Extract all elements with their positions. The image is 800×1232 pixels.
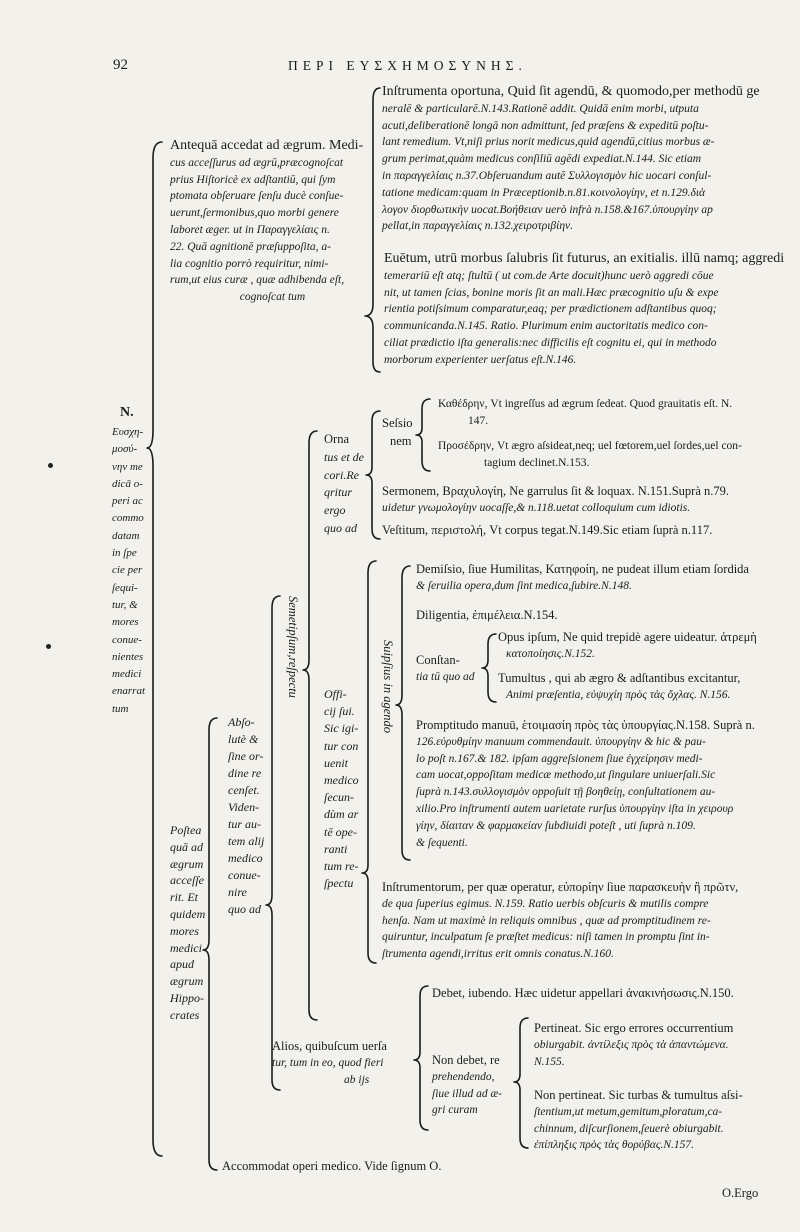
instrumentorum-item: Inſtrumentorum, per quæ operatur, εὐπορίην ſiue παρασκευὴν ἢ πρῶτν, de qua ſuperius egimus. N.159. Ratio uerbis obſcuris & mutilis compre henſa. Nam ut maximè in reliquis omnibus , quæ ad promptitudinem re- quiruntur, inculpatum ſe præſtet medicus: niſi tamen in promptu ſint in- ſtrumenta agendi,irritus erit omnis conatus.N.160. [382, 880, 739, 961]
non-debet-block: Non debet, re prehendendo, ſiue illud ad æ- gri curam [432, 1053, 502, 1117]
instrumenta-block: Inſtrumenta oportuna, Quid ſit agendū, & quomodo,per methodū ge neralē & particularē.N.143.Rationē addit. Quidā enim morbi, utputa acuti,deliberationē longā non admittunt, ſed præſens & expeditū poſtu- lant remedium. Vt,niſi prius norit medicus,quid agendū,citius morbus æ- grum perimat,quàm medicus conſiliū agēdi expediat.N.144. Sic etiam in παραγγελίαις n.37.Obſeruandum autē Συλλογισμὸν hic uocari conſul- tatione medicam:quam in Præceptionib.n.81.κοινολογίην, et n.129.διὰ λογον διορθωτικὴν uocat.Βοήθειαν uerò infrà n.158.&167.ὑπουργίην ap pellat,in παραγγελίαις n.132.χειροτριβίην. [382, 84, 760, 233]
margin-dot [48, 463, 53, 468]
absolute-block: Abſo- lutè & ſine or- dine re cenſet. Viden- tur au- tem alij medico conue- nire quo ad [228, 715, 265, 916]
alios-block: Alios, quibuſcum uerſa tur, tum in eo, quod fieri ab ijs [272, 1039, 387, 1086]
officij-block: Offi- cij ſui. Sic igi- tur con uenit medico ſecun- dùm ar tē ope- ranti tum re- ſpectu [324, 687, 359, 891]
antequam-brace [368, 82, 382, 378]
sermonem-item: Sermonem, Βραχυλογίη, Ne garrulus ſit & loquax. N.151.Suprà n.79. uidetur γνωμολογίην uocaſſe,& n.118.uetat colloquium cum idiotis. [382, 484, 730, 514]
postea-brace [205, 710, 219, 1175]
officij-brace [364, 555, 378, 975]
demissio-item: Demiſsio, ſiue Humilitas, Κατηφοίη, ne pudeat illum etiam ſordida & ſeruilia opera,dum ſint medica,ſubire.N.148. [416, 562, 749, 592]
running-title: ΠΕΡΙ ΕΥΣΧΗΜΟΣΥΝΗΣ. [288, 58, 527, 73]
sessio-block: Seſsio nem [382, 416, 413, 448]
postea-block: Poſtea quā ad ægrum acceſſe rit. Et quidem mores medici apud ægrum Hippo- crates [170, 823, 206, 1022]
euentum-block: Euētum, utrū morbus ſalubris ſit futurus, an exitialis. illū namq; aggredi temerariū eſt atq; ſtultū ( ut com.de Arte docuit)hunc uerò aggredi cōue nit, ut tamen ſcias, bonine moris ſit an mali.Hæc præcognitio uſu & expe rientia potiſsimum comparatur,eaq; per prædictionem adſtantibus quoq; communicanda.N.145. Ratio. Plurimum enim auctoritatis medico con- ciliat prædictio iſta generalis:nec difficilis eſt cognitu ei, qui in methodo morborum experienter uerſatus eſt.N.146. [384, 251, 785, 366]
sessio-brace [418, 393, 432, 479]
opus-item: Opus ipſum, Ne quid trepidè agere uideatur. ἀτρεμὴ κατοποίησις.N.152. [498, 630, 757, 660]
vestitum-item: Veſtitum, περιστολή, Vt corpus tegat.N.149.Sic etiam ſuprà n.117. [382, 523, 713, 537]
debet-item: Debet, iubendo. Hæc uidetur appellari ἀνακινήσωσις.N.150. [432, 986, 734, 1000]
absolute-brace [268, 590, 282, 1100]
suipsius-label: Suipſius in agendo [381, 640, 395, 734]
root-title: Ευσχη- μοσύ- νην me dicā o- peri ac commo datam in ſpe cie per ſequi- tur, & mores conue- nientes medici enarrat tum [112, 426, 145, 715]
diligentia-item: Diligentia, ἐπιμέλεια.N.154. [416, 608, 558, 622]
semetipsum-brace [305, 425, 319, 1030]
suipsius-brace [398, 560, 412, 870]
root-label: N. [120, 405, 134, 420]
catchword: O.Ergo [722, 1186, 759, 1200]
root-brace [150, 130, 164, 1170]
antequam-block: Antequā accedat ad ægrum. Medi- cus acceſſurus ad ægrū,præcognoſcat prius Hiſtoricè ex adſtantiū, qui ſym ptomata obſeruare ſenſu ducè conſue- uerunt,ſermonibus,quo morbi genere laboret æger. ut in Παραγγελίαις n. 22. Quā agnitionē præſuppoſita, a- lia cognitio porrò requiritur, nimi- rum,ut eius curæ , quæ adhibenda eſt, cognoſcat tum [170, 138, 364, 304]
margin-dot [46, 644, 51, 649]
accommodat-item: Accommodat operi medico. Vide ſignum O. [222, 1159, 442, 1173]
alios-brace [416, 980, 430, 1145]
semetipsum-label: Semetipſum,reſpectu [286, 596, 300, 698]
ornatus-brace [368, 405, 382, 547]
promptitudo-item: Promptitudo manuū, ἑτοιμασίη πρὸς τὰς ὑπουργίας.N.158. Suprà n. 126.εὐρυθμίην manuum commendauit. ὑπουργίην & hic & pau- lo poſt n.167.& 182. ipſam aggreſsionem ſiue ἐγχείρησιν medi- cam uocat,oppoſitam medicæ methodo,ut ſingulare uniuerſali.Sic ſuprà n.143.συλλογισμὸν oppoſuit τῇ βοηθείῃ, conſultationem au- xilio.Pro inſtrumenti autem uarietate rurſus ὑπουργίην iſta in χειρουρ γίην, δίαιταν & φαρμακείαν ſubdiuidi poteſt , uti ſuprà n.109. & ſequenti. [416, 718, 755, 849]
prosedrin-item: Προσέδρην, Vt ægro aſsideat,neq; uel fœtorem,uel ſordes,uel con- tagium declinet.N.153. [438, 440, 742, 469]
non-debet-brace [516, 1012, 530, 1158]
non-pertineat-item: Non pertineat. Sic turbas & tumultus aſsi- ſtentium,ut metum,gemitum,ploratum,ca- chinnum, diſcurſionem,ſeuerè obiurgabit. ἐπίπληξις πρὸς τὰς θορύβας.N.157. [534, 1088, 743, 1152]
constantia-brace [484, 628, 498, 710]
tumultus-item: Tumultus , qui ab ægro & adſtantibus excitantur, Animi præſentia, εὐψυχίη πρὸς τὰς ὄχλας. N.156. [498, 671, 741, 701]
page-number: 92 [113, 57, 128, 73]
kathedran-item: Καθέδρην, Vt ingreſſus ad ægrum ſedeat. Quod grauitatis eſt. N. 147. [438, 398, 733, 427]
pertineat-item: Pertineat. Sic ergo errores occurrentium obiurgabit. ἀντίλεξις πρὸς τὰ ἀπαντώμενα. N.155. [534, 1021, 734, 1068]
constantia-label: Conſtan- tia tū quo ad [416, 653, 475, 683]
ornatus-block: Orna tus et de cori.Re qritur ergo quo ad [324, 432, 364, 535]
